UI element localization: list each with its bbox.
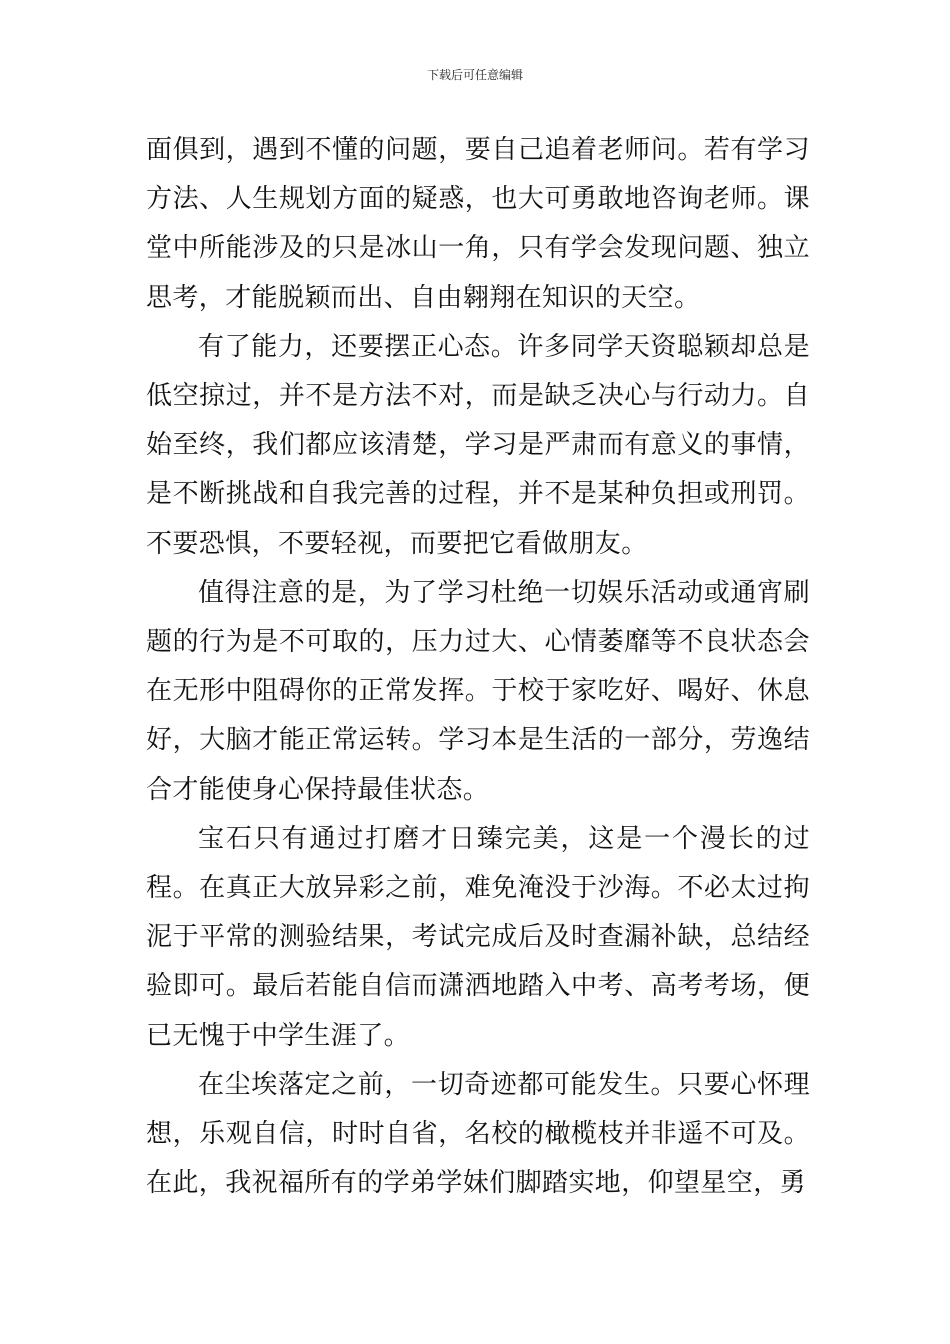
paragraph-1: 面俱到，遇到不懂的问题，要自己追着老师问。若有学习方法、人生规划方面的疑惑，也大可勇敢地咨询老师。课堂中所能涉及的只是冰山一角，只有学会发现问题、独立思考，才能脱颖而出、自由翱翔在知识的天空。 xyxy=(146,135,810,313)
paragraph-3: 值得注意的是，为了学习杜绝一切娱乐活动或通宵刷题的行为是不可取的，压力过大、心情萎靡等不良状态会在无形中阻碍你的正常发挥。于校于家吃好、喝好、休息好，大脑才能正常运转。学习本是生活的一部分，劳逸结合才能使身心保持最佳状态。 xyxy=(146,577,810,805)
paragraph-4: 宝石只有通过打磨才日臻完美，这是一个漫长的过程。在真正大放异彩之前，难免淹没于沙海。不必太过拘泥于平常的测验结果，考试完成后及时查漏补缺，总结经验即可。最后若能自信而潇洒地踏入中考、高考考场，便已无愧于中学生涯了。 xyxy=(146,823,810,1051)
paragraph-2: 有了能力，还要摆正心态。许多同学天资聪颖却总是低空掠过，并不是方法不对，而是缺乏决心与行动力。自始至终，我们都应该清楚，学习是严肃而有意义的事情，是不断挑战和自我完善的过程，并不是某种负担或刑罚。不要恐惧，不要轻视，而要把它看做朋友。 xyxy=(146,331,810,559)
paragraph-5: 在尘埃落定之前，一切奇迹都可能发生。只要心怀理想，乐观自信，时时自省，名校的橄榄枝并非遥不可及。在此，我祝福所有的学弟学妹们脚踏实地，仰望星空，勇 xyxy=(146,1069,810,1199)
header-note: 下载后可任意编辑 xyxy=(426,68,523,82)
document-body xyxy=(146,126,810,1208)
